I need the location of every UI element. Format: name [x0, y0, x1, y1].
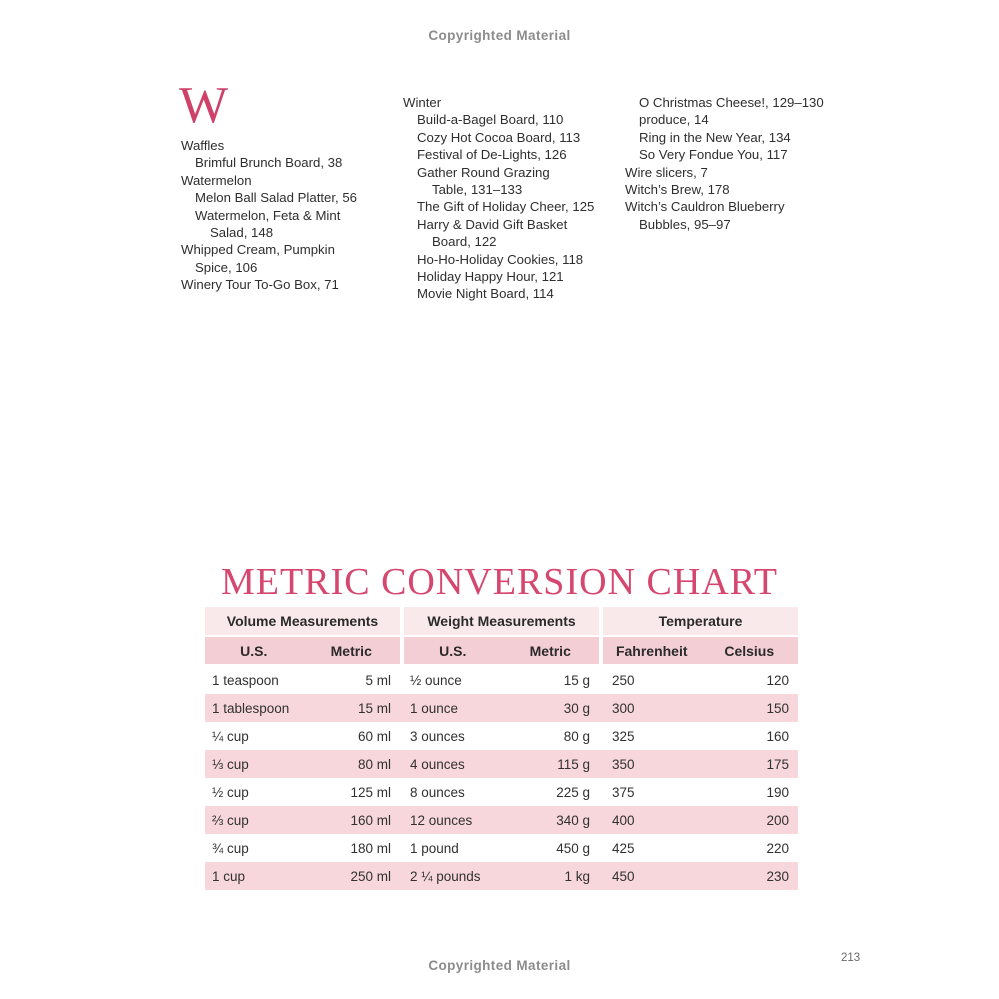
column-header: U.S.: [439, 642, 467, 659]
table-cell: 250: [612, 672, 635, 688]
index-entry: Ring in the New Year, 134: [639, 129, 791, 145]
index-entry: Movie Night Board, 114: [417, 286, 554, 302]
table-cell: ¼ cup: [212, 728, 249, 744]
table-cell: 1 tablespoon: [212, 700, 290, 716]
index-entry: Winery Tour To-Go Box, 71: [181, 277, 339, 293]
table-cell: 120: [766, 672, 789, 688]
table-cell: ½ cup: [212, 784, 249, 800]
table-cell: 4 ounces: [410, 756, 465, 772]
index-entry: Witch’s Cauldron Blueberry: [625, 199, 785, 215]
table-cell: 450: [612, 868, 635, 884]
table-cell: 1 cup: [212, 868, 246, 884]
column-group-header: Volume Measurements: [205, 607, 400, 635]
table-cell: 15 ml: [357, 700, 391, 716]
index-entry: O Christmas Cheese!, 129–130: [639, 95, 824, 110]
table-cell: 375: [612, 784, 635, 800]
index-entry: produce, 14: [639, 112, 709, 128]
table-subheader-row: [205, 637, 798, 664]
table-cell: ⅔ cup: [212, 812, 249, 828]
table-cell: 340 g: [556, 812, 590, 828]
table-cell: 200: [766, 812, 789, 828]
table-cell: 3 ounces: [410, 728, 465, 744]
table-cell: 125 ml: [350, 784, 391, 800]
index-entry: Melon Ball Salad Platter, 56: [195, 190, 358, 206]
table-row: [205, 778, 798, 806]
table-cell: 1 teaspoon: [212, 672, 279, 688]
table-cell: 1 kg: [564, 868, 590, 884]
index-entry: Cozy Hot Cocoa Board, 113: [417, 129, 581, 145]
index-column-1: [181, 137, 391, 294]
copyright-notice-top: Copyrighted Material: [428, 28, 571, 43]
table-cell: 5 ml: [365, 672, 391, 688]
index-entry: Salad, 148: [210, 225, 274, 241]
column-group-header: Temperature: [603, 607, 798, 635]
table-row: [205, 834, 798, 862]
index-entry: Harry & David Gift Basket: [417, 216, 568, 232]
column-header: Metric: [330, 642, 372, 659]
table-row: [205, 666, 798, 694]
metric-conversion-chart-title: METRIC CONVERSION CHART: [221, 561, 778, 603]
table-cell: 425: [612, 840, 635, 856]
table-cell: 350: [612, 756, 635, 772]
table-cell: ¾ cup: [212, 840, 249, 856]
table-cell: 450 g: [556, 840, 590, 856]
table-row: [205, 722, 798, 750]
index-entry: Gather Round Grazing: [417, 164, 550, 180]
table-cell: 325: [612, 728, 635, 744]
table-cell: 150: [766, 700, 789, 716]
index-entry: Table, 131–133: [432, 182, 523, 198]
table-cell: 60 ml: [357, 728, 391, 744]
table-cell: 400: [612, 812, 635, 828]
column-header: U.S.: [240, 642, 268, 659]
index-entry: Holiday Happy Hour, 121: [417, 269, 564, 285]
table-cell: 250 ml: [350, 868, 391, 884]
table-cell: 15 g: [563, 672, 590, 688]
column-subheader-group: [205, 637, 400, 664]
index-entry: Spice, 106: [195, 259, 258, 275]
index-entry: Build-a-Bagel Board, 110: [417, 112, 564, 128]
index-entry: Ho-Ho-Holiday Cookies, 118: [417, 251, 584, 267]
index-entry: Winter: [403, 95, 442, 110]
index-entry: Waffles: [181, 138, 225, 153]
table-body: [205, 666, 798, 890]
table-cell: 300: [612, 700, 635, 716]
table-cell: 30 g: [563, 700, 590, 716]
table-group-header-row: [205, 607, 798, 635]
table-cell: 115 g: [557, 756, 590, 772]
column-subheader-group: [603, 637, 798, 664]
index-entry: Board, 122: [432, 234, 497, 250]
index-entry: Watermelon: [181, 172, 252, 188]
table-cell: 2 ¼ pounds: [410, 868, 481, 884]
column-header: Metric: [529, 642, 571, 659]
index-entry: Wire slicers, 7: [625, 164, 708, 180]
column-header: Celsius: [724, 642, 775, 659]
index-entry: Witch’s Brew, 178: [625, 182, 730, 198]
table-row: [205, 806, 798, 834]
table-cell: 12 ounces: [410, 812, 473, 828]
column-header: Fahrenheit: [615, 642, 688, 659]
column-subheader-group: [404, 637, 599, 664]
table-cell: 225 g: [556, 784, 590, 800]
table-cell: 160: [766, 728, 789, 744]
index-entry: Watermelon, Feta & Mint: [195, 207, 341, 223]
table-cell: 180 ml: [350, 840, 391, 856]
table-row: [205, 750, 798, 778]
table-cell: 80 g: [563, 728, 590, 744]
table-row: [205, 862, 798, 890]
index-entry: Festival of De-Lights, 126: [417, 147, 567, 163]
table-cell: 8 ounces: [410, 784, 465, 800]
index-entry: So Very Fondue You, 117: [639, 147, 788, 163]
index-column-2: [403, 94, 618, 303]
table-cell: 1 ounce: [410, 700, 459, 716]
table-cell: 220: [766, 840, 789, 856]
copyright-notice-bottom: Copyrighted Material: [428, 958, 571, 973]
table-cell: 80 ml: [357, 756, 391, 772]
table-cell: 1 pound: [410, 840, 459, 856]
index-entry: Bubbles, 95–97: [639, 216, 731, 232]
table-row: [205, 694, 798, 722]
table-cell: ½ ounce: [410, 672, 462, 688]
table-cell: 175: [766, 756, 789, 772]
index-column-3: [625, 94, 840, 233]
table-cell: ⅓ cup: [212, 756, 249, 772]
index-entry: Brimful Brunch Board, 38: [195, 155, 343, 171]
column-group-header: Weight Measurements: [404, 607, 599, 635]
page-number: 213: [841, 952, 861, 964]
table-cell: 190: [766, 784, 789, 800]
index-section-letter: W: [179, 77, 229, 134]
index-entry: The Gift of Holiday Cheer, 125: [417, 199, 595, 215]
conversion-table: [205, 607, 798, 890]
table-cell: 160 ml: [350, 812, 391, 828]
index-entry: Whipped Cream, Pumpkin: [181, 242, 335, 258]
table-cell: 230: [766, 868, 789, 884]
